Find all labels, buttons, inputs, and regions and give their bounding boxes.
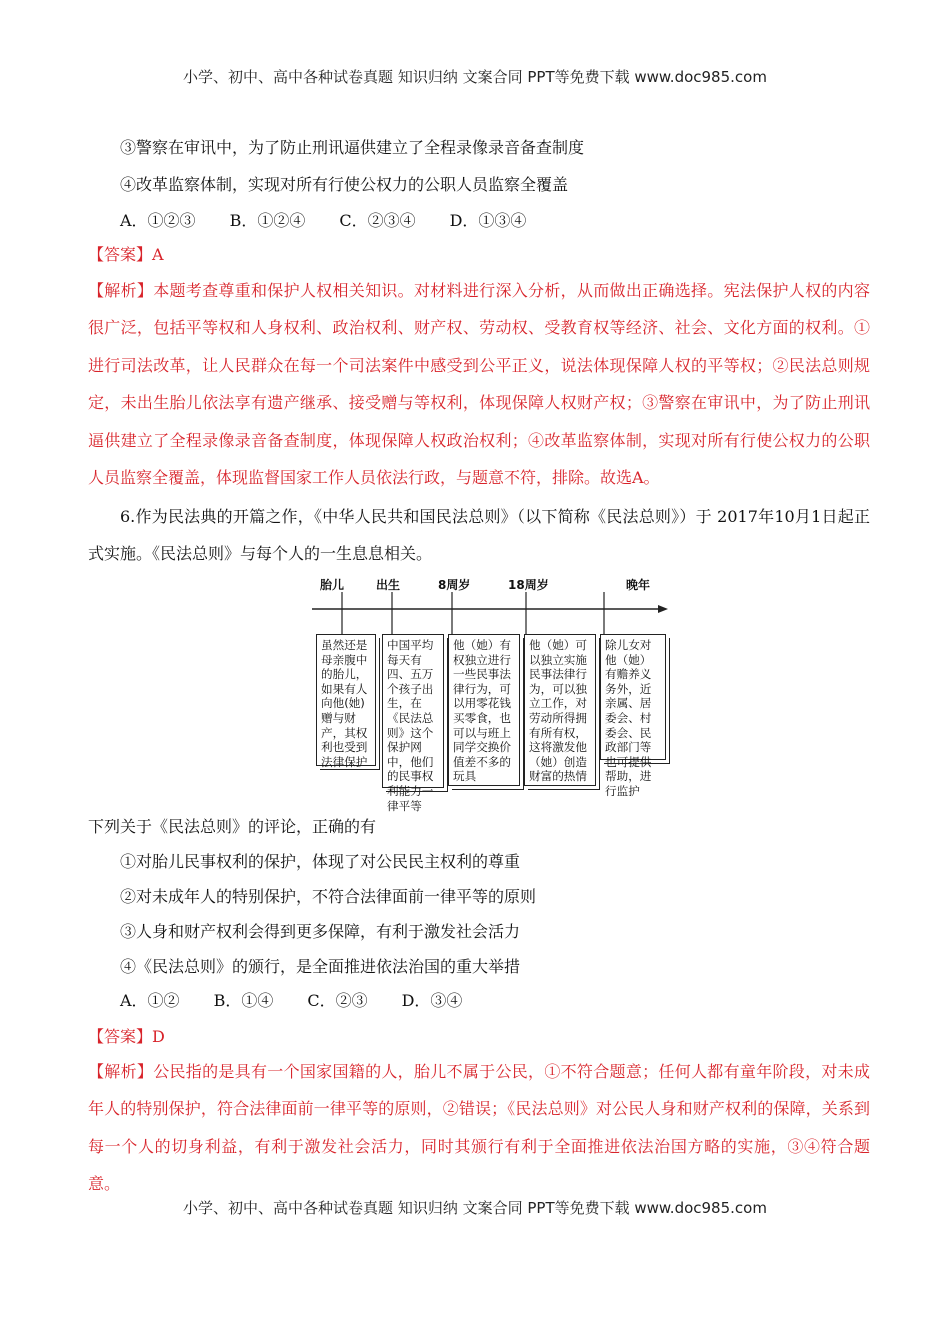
prev-item-3: ③警察在审讯中，为了防止刑讯逼供建立了全程录像录音备查制度 — [120, 138, 585, 157]
axis-arrow-icon — [658, 605, 668, 613]
timeline-axis-lines — [312, 574, 672, 634]
stage-age-8: 8周岁 — [438, 578, 471, 592]
q6-option-d: D．③④ — [401, 991, 463, 1010]
page-header: 小学、初中、高中各种试卷真题 知识归纳 文案合同 PPT等免费下载 www.doc985.com — [183, 68, 767, 86]
stage-old-age: 晚年 — [626, 578, 651, 592]
q6-analysis-text: 公民指的是具有一个国家国籍的人，胎儿不属于公民，①不符合题意；任何人都有童年阶段，对未成年人的特别保护，符合法律面前一律平等的原则，②错误；《民法总则》对公民人身和财产权利的保障，关系到每一个人的切身利益，有利于激发社会活力，同时其颁行有利于全面推进依法治国方略的实施，③④符合题意。 — [88, 1062, 870, 1194]
timeline-box-age-8: 他（她）有权独立进行一些民事法律行为，可以用零花钱买零食，也可以与班上同学交换价值差不多的玩具 — [448, 634, 520, 786]
timeline-box-age-18: 他（她）可以独立实施民事法律行为，可以独立工作，对劳动所得拥有所有权，这将激发他（她）创造财富的热情 — [524, 634, 596, 786]
prev-analysis — [88, 272, 870, 496]
answer-value: A — [152, 245, 164, 264]
q6-analysis — [88, 1053, 870, 1203]
q6-analysis-label: 【解析】 — [88, 1062, 154, 1081]
q6-answer — [88, 1027, 165, 1047]
stage-fetus: 胎儿 — [320, 578, 345, 592]
analysis-label: 【解析】 — [88, 281, 154, 300]
q6-option-b: B．①④ — [213, 991, 274, 1010]
timeline-box-fetus: 虽然还是母亲腹中的胎儿，如果有人向他(她)赠与财产，其权利也受到法律保护 — [316, 634, 376, 766]
question-6-stem: 6.作为民法典的开篇之作，《中华人民共和国民法总则》（以下简称《民法总则》）于 2017年10月1日起正式实施。《民法总则》与每个人的一生息息相关。 — [88, 507, 870, 564]
prev-options — [120, 211, 560, 231]
stage-birth: 出生 — [376, 578, 401, 592]
q6-item-1: ①对胎儿民事权利的保护，体现了对公民民主权利的尊重 — [120, 852, 521, 871]
prev-option-a: A．①②③ — [120, 211, 196, 230]
prev-option-b: B．①②④ — [229, 211, 306, 230]
analysis-text: 本题考查尊重和保护人权相关知识。对材料进行深入分析，从而做出正确选择。宪法保护人权的内容很广泛，包括平等权和人身权利、政治权利、财产权、劳动权、受教育权等经济、社会、文化方面的权利。①进行司法改革，让人民群众在每一个司法案件中感受到公平正义，说法体现保障人权的平等权；②民法总则规定，未出生胎儿依法享有遗产继承、接受赠与等权利，体现保障人权财产权；③警察在审讯中，为了防止刑讯逼供建立了全程录像录音备查制度，体现保障人权政治权利；④改革监察体制，实现对所有行使公权力的公职人员监察全覆盖，体现监督国家工作人员依法行政，与题意不符，排除。故选A。 — [88, 281, 870, 488]
prev-option-d: D．①③④ — [449, 211, 527, 230]
q6-answer-value: D — [152, 1027, 165, 1046]
prev-item-4: ④改革监察体制，实现对所有行使公权力的公职人员监察全覆盖 — [120, 175, 569, 194]
prev-answer — [88, 245, 164, 265]
q6-item-2: ②对未成年人的特别保护，不符合法律面前一律平等的原则 — [120, 887, 537, 906]
q6-option-c: C．②③ — [307, 991, 368, 1010]
prev-option-c: C．②③④ — [339, 211, 416, 230]
q6-item-4: ④《民法总则》的颁行，是全面推进依法治国的重大举措 — [120, 957, 521, 976]
timeline-box-birth: 中国平均每天有四、五万个孩子出生，在《民法总则》这个保护网中，他们的民事权利能力一律平等 — [382, 634, 444, 788]
q6-option-a: A．①② — [120, 991, 180, 1010]
q6-options — [120, 991, 496, 1011]
timeline-box-old-age: 除儿女对他（她）有赡养义务外，近亲属、居委会、村委会、民政部门等也可提供帮助，进行监护 — [600, 634, 666, 760]
question-6-prompt: 下列关于《民法总则》的评论，正确的有 — [88, 817, 377, 836]
answer-label: 【答案】 — [88, 245, 153, 264]
q6-answer-label: 【答案】 — [88, 1027, 153, 1046]
page-footer: 小学、初中、高中各种试卷真题 知识归纳 文案合同 PPT等免费下载 www.doc985.com — [183, 1199, 767, 1217]
q6-item-3: ③人身和财产权利会得到更多保障，有利于激发社会活力 — [120, 922, 521, 941]
stage-age-18: 18周岁 — [508, 578, 549, 592]
life-timeline-figure — [312, 574, 672, 813]
